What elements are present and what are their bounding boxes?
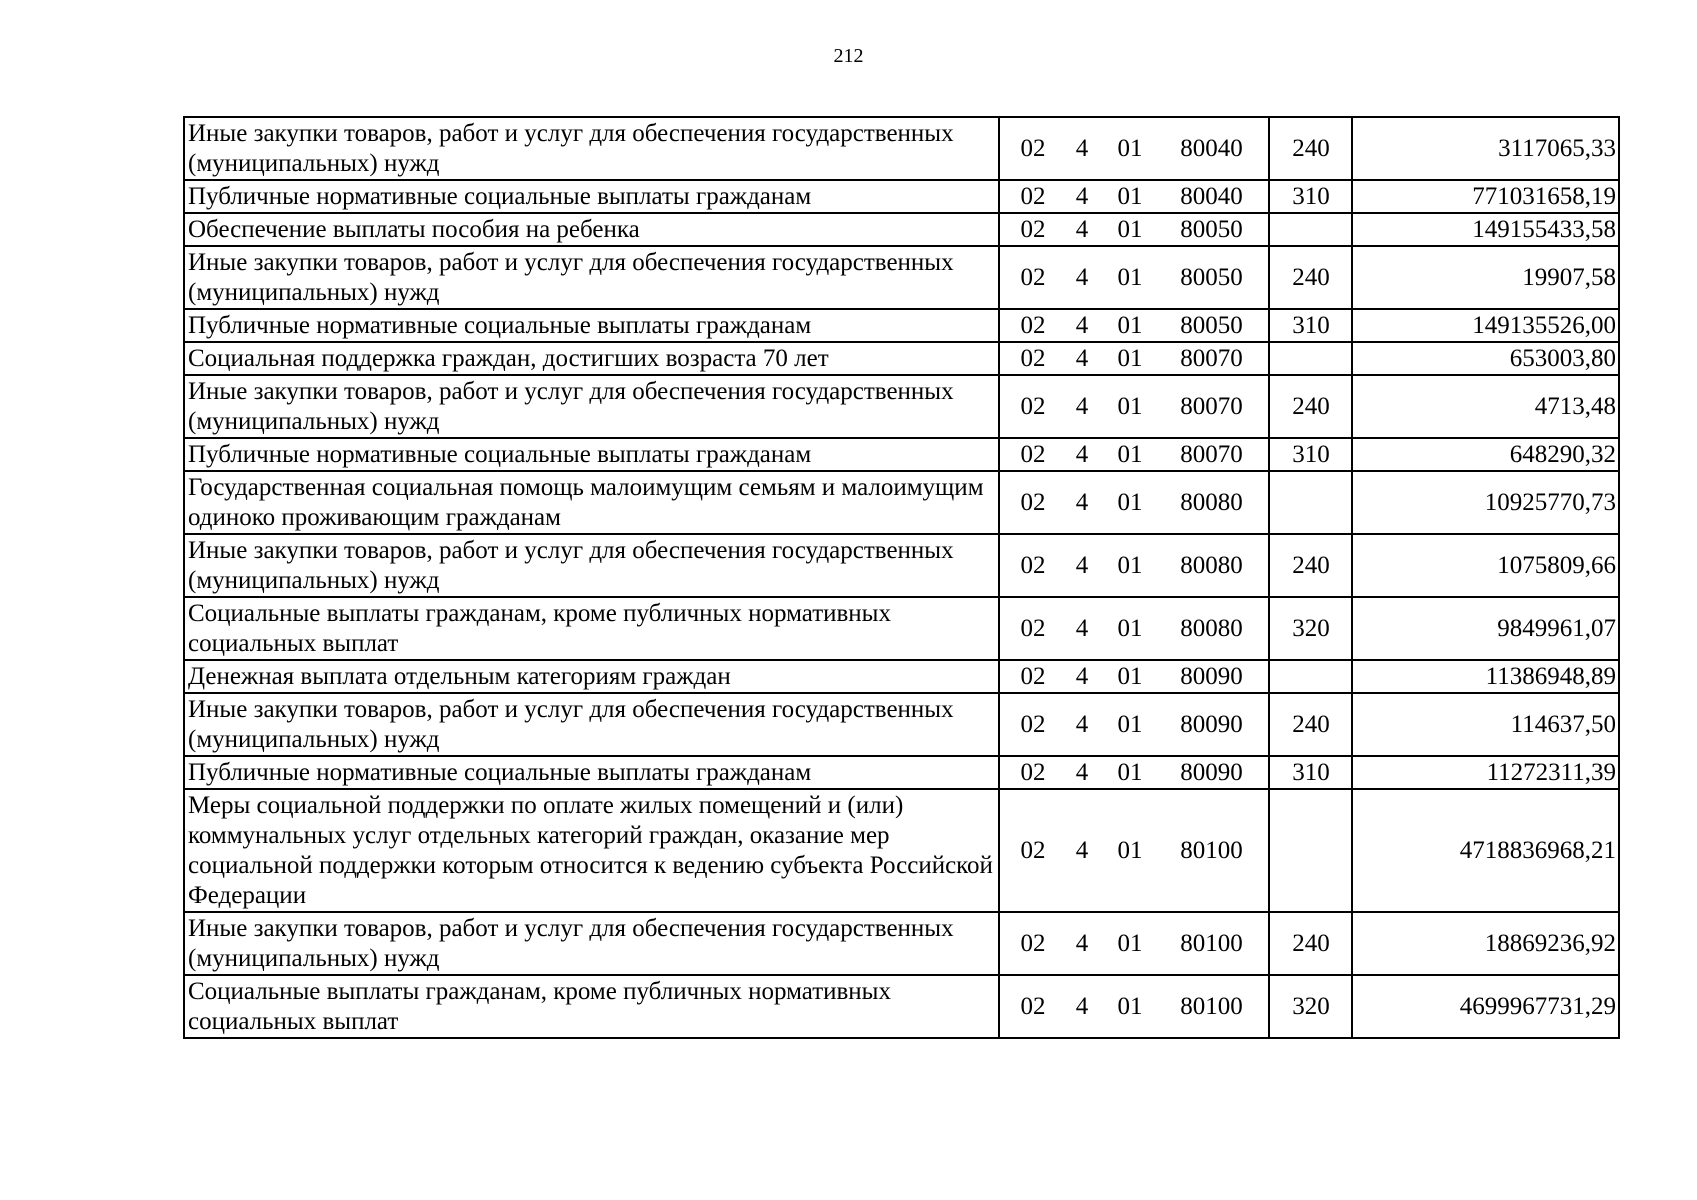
- row-description: Иные закупки товаров, работ и услуг для обеспечения государственных (муниципальных) нужд: [184, 246, 999, 309]
- row-amount: 3117065,33: [1352, 117, 1619, 180]
- table-row: [184, 471, 1619, 534]
- row-expense-type: 310: [1269, 756, 1352, 789]
- code-program: 02: [1020, 489, 1046, 516]
- row-description: Иные закупки товаров, работ и услуг для обеспечения государственных (муниципальных) нужд: [184, 117, 999, 180]
- row-description: Государственная социальная помощь малоимущим семьям и малоимущим одиноко проживающим гражданам: [184, 471, 999, 534]
- code-main-event: 01: [1117, 711, 1143, 738]
- target-code-parts: [1003, 992, 1266, 1022]
- row-target-code: [999, 756, 1269, 789]
- row-expense-type: 240: [1269, 534, 1352, 597]
- row-description: Публичные нормативные социальные выплаты гражданам: [184, 309, 999, 342]
- code-direction: 80090: [1180, 711, 1243, 738]
- code-program: 02: [1020, 135, 1046, 162]
- code-subprogram: 4: [1075, 393, 1089, 420]
- row-target-code: [999, 180, 1269, 213]
- row-expense-type: [1269, 213, 1352, 246]
- table-row: [184, 180, 1619, 213]
- row-amount: 11386948,89: [1352, 660, 1619, 693]
- target-code-parts: [1003, 263, 1266, 293]
- row-target-code: [999, 375, 1269, 438]
- row-description: Социальные выплаты гражданам, кроме публичных нормативных социальных выплат: [184, 597, 999, 660]
- row-expense-type: 240: [1269, 693, 1352, 756]
- target-code-parts: [1003, 662, 1266, 692]
- row-description: Публичные нормативные социальные выплаты гражданам: [184, 180, 999, 213]
- code-direction: 80050: [1180, 312, 1243, 339]
- code-main-event: 01: [1117, 663, 1143, 690]
- code-program: 02: [1020, 183, 1046, 210]
- table-row: [184, 438, 1619, 471]
- code-program: 02: [1020, 216, 1046, 243]
- code-main-event: 01: [1117, 489, 1143, 516]
- code-direction: 80100: [1180, 993, 1243, 1020]
- row-amount: 4718836968,21: [1352, 789, 1619, 912]
- code-direction: 80070: [1180, 393, 1243, 420]
- code-main-event: 01: [1117, 759, 1143, 786]
- row-target-code: [999, 438, 1269, 471]
- code-direction: 80050: [1180, 264, 1243, 291]
- row-expense-type: 320: [1269, 975, 1352, 1038]
- code-program: 02: [1020, 837, 1046, 864]
- row-amount: 1075809,66: [1352, 534, 1619, 597]
- row-expense-type: 240: [1269, 246, 1352, 309]
- table-row: [184, 693, 1619, 756]
- code-subprogram: 4: [1075, 759, 1089, 786]
- row-description: Иные закупки товаров, работ и услуг для обеспечения государственных (муниципальных) нужд: [184, 534, 999, 597]
- budget-table-body: [184, 117, 1619, 1038]
- row-amount: 18869236,92: [1352, 912, 1619, 975]
- row-amount: 771031658,19: [1352, 180, 1619, 213]
- row-expense-type: 240: [1269, 117, 1352, 180]
- code-subprogram: 4: [1075, 489, 1089, 516]
- code-program: 02: [1020, 441, 1046, 468]
- row-expense-type: [1269, 471, 1352, 534]
- row-target-code: [999, 912, 1269, 975]
- code-program: 02: [1020, 993, 1046, 1020]
- target-code-parts: [1003, 551, 1266, 581]
- code-program: 02: [1020, 312, 1046, 339]
- code-direction: 80070: [1180, 345, 1243, 372]
- table-row: [184, 597, 1619, 660]
- code-program: 02: [1020, 615, 1046, 642]
- row-target-code: [999, 693, 1269, 756]
- row-target-code: [999, 213, 1269, 246]
- code-subprogram: 4: [1075, 993, 1089, 1020]
- code-program: 02: [1020, 345, 1046, 372]
- code-subprogram: 4: [1075, 264, 1089, 291]
- row-target-code: [999, 246, 1269, 309]
- code-main-event: 01: [1117, 393, 1143, 420]
- code-direction: 80050: [1180, 216, 1243, 243]
- code-main-event: 01: [1117, 615, 1143, 642]
- code-direction: 80090: [1180, 663, 1243, 690]
- code-program: 02: [1020, 930, 1046, 957]
- code-program: 02: [1020, 663, 1046, 690]
- target-code-parts: [1003, 311, 1266, 341]
- row-target-code: [999, 309, 1269, 342]
- code-direction: 80090: [1180, 759, 1243, 786]
- code-direction: 80070: [1180, 441, 1243, 468]
- target-code-parts: [1003, 392, 1266, 422]
- code-direction: 80080: [1180, 552, 1243, 579]
- row-expense-type: [1269, 660, 1352, 693]
- row-amount: 4699967731,29: [1352, 975, 1619, 1038]
- code-main-event: 01: [1117, 552, 1143, 579]
- table-row: [184, 660, 1619, 693]
- row-amount: 648290,32: [1352, 438, 1619, 471]
- row-target-code: [999, 117, 1269, 180]
- row-amount: 4713,48: [1352, 375, 1619, 438]
- row-description: Денежная выплата отдельным категориям граждан: [184, 660, 999, 693]
- table-row: [184, 375, 1619, 438]
- code-direction: 80100: [1180, 930, 1243, 957]
- row-target-code: [999, 342, 1269, 375]
- code-subprogram: 4: [1075, 441, 1089, 468]
- code-direction: 80080: [1180, 615, 1243, 642]
- code-main-event: 01: [1117, 264, 1143, 291]
- row-amount: 10925770,73: [1352, 471, 1619, 534]
- row-target-code: [999, 534, 1269, 597]
- table-row: [184, 789, 1619, 912]
- code-main-event: 01: [1117, 183, 1143, 210]
- row-description: Публичные нормативные социальные выплаты гражданам: [184, 756, 999, 789]
- row-target-code: [999, 471, 1269, 534]
- row-description: Иные закупки товаров, работ и услуг для обеспечения государственных (муниципальных) нужд: [184, 912, 999, 975]
- row-amount: 11272311,39: [1352, 756, 1619, 789]
- code-direction: 80080: [1180, 489, 1243, 516]
- code-program: 02: [1020, 759, 1046, 786]
- table-row: [184, 117, 1619, 180]
- row-expense-type: 240: [1269, 912, 1352, 975]
- table-row: [184, 246, 1619, 309]
- row-amount: 9849961,07: [1352, 597, 1619, 660]
- code-main-event: 01: [1117, 993, 1143, 1020]
- row-expense-type: 320: [1269, 597, 1352, 660]
- target-code-parts: [1003, 758, 1266, 788]
- row-description: Социальная поддержка граждан, достигших возраста 70 лет: [184, 342, 999, 375]
- code-subprogram: 4: [1075, 135, 1089, 162]
- code-main-event: 01: [1117, 216, 1143, 243]
- table-row: [184, 975, 1619, 1038]
- row-description: Обеспечение выплаты пособия на ребенка: [184, 213, 999, 246]
- row-description: Публичные нормативные социальные выплаты гражданам: [184, 438, 999, 471]
- row-description: Иные закупки товаров, работ и услуг для обеспечения государственных (муниципальных) нужд: [184, 693, 999, 756]
- row-expense-type: [1269, 342, 1352, 375]
- table-row: [184, 756, 1619, 789]
- budget-table: [183, 116, 1620, 1039]
- page-number: 212: [833, 45, 864, 67]
- code-direction: 80040: [1180, 183, 1243, 210]
- code-main-event: 01: [1117, 345, 1143, 372]
- target-code-parts: [1003, 344, 1266, 374]
- code-main-event: 01: [1117, 837, 1143, 864]
- code-program: 02: [1020, 393, 1046, 420]
- code-main-event: 01: [1117, 135, 1143, 162]
- code-subprogram: 4: [1075, 930, 1089, 957]
- target-code-parts: [1003, 614, 1266, 644]
- row-description: Меры социальной поддержки по оплате жилых помещений и (или) коммунальных услуг отдельных категорий граждан, оказание мер социальной поддержки которым относится к ведению субъекта Российской Федерации: [184, 789, 999, 912]
- code-subprogram: 4: [1075, 711, 1089, 738]
- code-subprogram: 4: [1075, 216, 1089, 243]
- code-main-event: 01: [1117, 312, 1143, 339]
- target-code-parts: [1003, 836, 1266, 866]
- code-program: 02: [1020, 711, 1046, 738]
- row-expense-type: 240: [1269, 375, 1352, 438]
- code-direction: 80100: [1180, 837, 1243, 864]
- row-target-code: [999, 975, 1269, 1038]
- code-subprogram: 4: [1075, 837, 1089, 864]
- code-program: 02: [1020, 264, 1046, 291]
- code-program: 02: [1020, 552, 1046, 579]
- code-direction: 80040: [1180, 135, 1243, 162]
- row-amount: 653003,80: [1352, 342, 1619, 375]
- target-code-parts: [1003, 710, 1266, 740]
- row-description: Иные закупки товаров, работ и услуг для обеспечения государственных (муниципальных) нужд: [184, 375, 999, 438]
- row-amount: 149155433,58: [1352, 213, 1619, 246]
- row-amount: 149135526,00: [1352, 309, 1619, 342]
- row-amount: 19907,58: [1352, 246, 1619, 309]
- code-subprogram: 4: [1075, 615, 1089, 642]
- code-main-event: 01: [1117, 930, 1143, 957]
- code-subprogram: 4: [1075, 552, 1089, 579]
- table-row: [184, 309, 1619, 342]
- code-subprogram: 4: [1075, 183, 1089, 210]
- code-main-event: 01: [1117, 441, 1143, 468]
- table-row: [184, 534, 1619, 597]
- row-expense-type: 310: [1269, 309, 1352, 342]
- target-code-parts: [1003, 134, 1266, 164]
- target-code-parts: [1003, 182, 1266, 212]
- row-expense-type: 310: [1269, 180, 1352, 213]
- row-amount: 114637,50: [1352, 693, 1619, 756]
- code-subprogram: 4: [1075, 345, 1089, 372]
- table-row: [184, 912, 1619, 975]
- row-description: Социальные выплаты гражданам, кроме публичных нормативных социальных выплат: [184, 975, 999, 1038]
- target-code-parts: [1003, 215, 1266, 245]
- row-target-code: [999, 789, 1269, 912]
- code-subprogram: 4: [1075, 312, 1089, 339]
- table-row: [184, 213, 1619, 246]
- target-code-parts: [1003, 929, 1266, 959]
- table-row: [184, 342, 1619, 375]
- target-code-parts: [1003, 488, 1266, 518]
- row-expense-type: [1269, 789, 1352, 912]
- code-subprogram: 4: [1075, 663, 1089, 690]
- target-code-parts: [1003, 440, 1266, 470]
- row-expense-type: 310: [1269, 438, 1352, 471]
- row-target-code: [999, 660, 1269, 693]
- row-target-code: [999, 597, 1269, 660]
